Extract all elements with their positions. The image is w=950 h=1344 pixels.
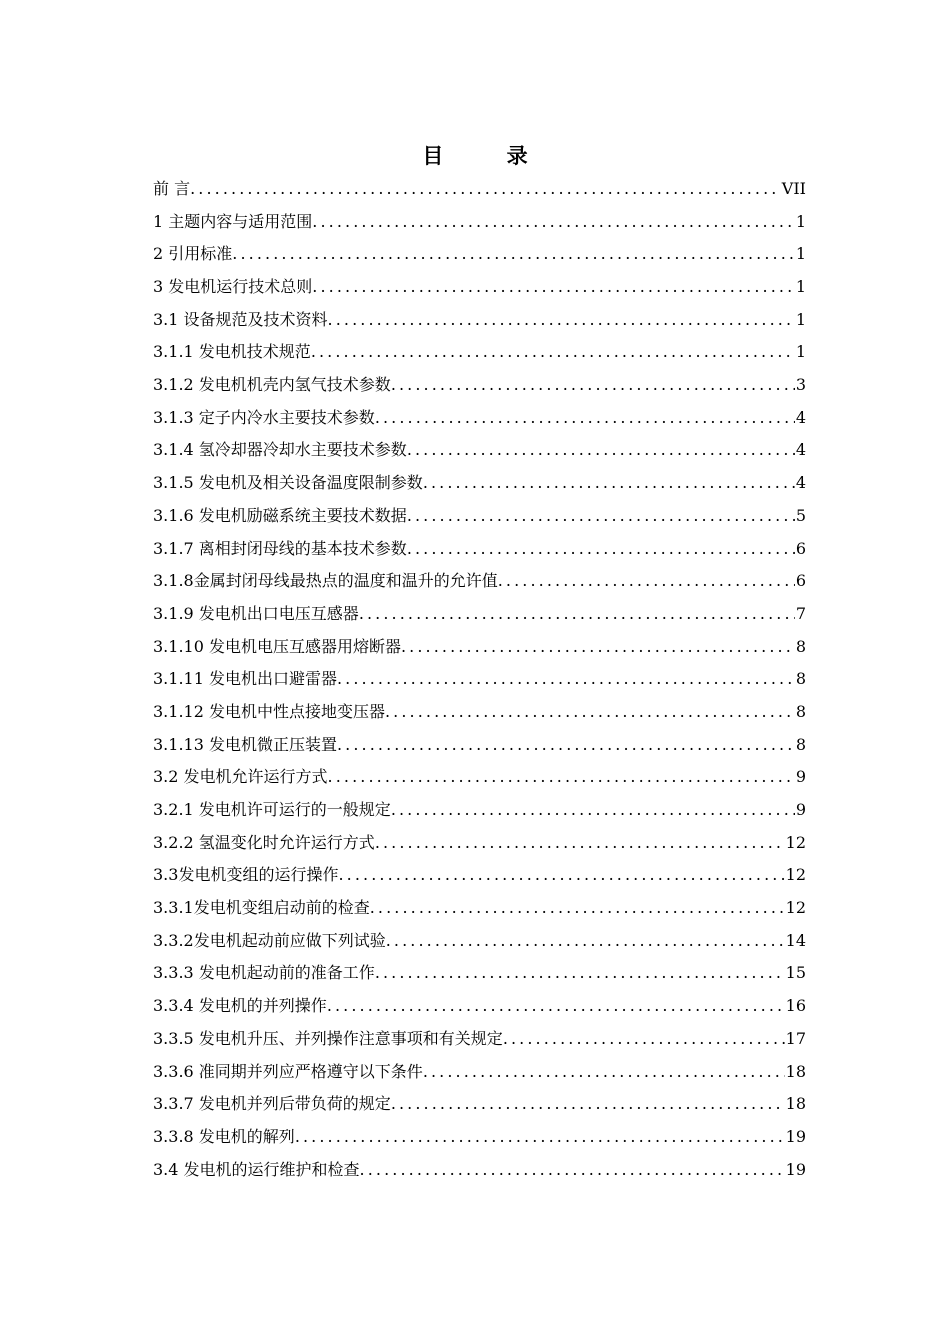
toc-entry-label: 3.3.1发电机变组启动前的检查 — [153, 898, 370, 918]
toc-leader-dots — [391, 369, 795, 402]
toc-leader-dots — [338, 859, 784, 892]
toc-leader-dots — [337, 729, 795, 762]
toc-entry[interactable] — [153, 467, 806, 500]
toc-entry-page: 1 — [795, 244, 806, 264]
toc-entry-label: 3.1.10 发电机电压互感器用熔断器 — [153, 636, 401, 656]
toc-title: 目 录 — [422, 143, 556, 168]
toc-entry[interactable] — [153, 500, 806, 533]
toc-entry[interactable] — [153, 173, 806, 206]
toc-entry-page: 8 — [795, 636, 806, 656]
toc-entry-page: 19 — [785, 1159, 806, 1179]
toc-entry[interactable] — [153, 304, 806, 337]
toc-entry-label: 前 言 — [153, 178, 191, 198]
toc-leader-dots — [328, 761, 795, 794]
toc-entry-page: 1 — [795, 342, 806, 362]
toc-entry[interactable] — [153, 696, 806, 729]
toc-entry-label: 3.1.13 发电机微正压装置 — [153, 734, 337, 754]
toc-entry-label: 3.3.7 发电机并列后带负荷的规定 — [153, 1094, 391, 1114]
toc-entry-page: 9 — [795, 767, 806, 787]
toc-entry[interactable] — [153, 958, 806, 991]
toc-leader-dots — [407, 533, 795, 566]
toc-entry[interactable] — [153, 336, 806, 369]
toc-entry-label: 3.2.2 氢温变化时允许运行方式 — [153, 832, 375, 852]
toc-entry-label: 3.1.5 发电机及相关设备温度限制参数 — [153, 473, 423, 493]
toc-leader-dots — [311, 336, 795, 369]
toc-leader-dots — [407, 500, 795, 533]
toc-entry[interactable] — [153, 533, 806, 566]
toc-entry-label: 1 主题内容与适用范围 — [153, 211, 313, 231]
toc-leader-dots — [328, 304, 795, 337]
toc-entry-label: 3.1.9 发电机出口电压互感器 — [153, 603, 359, 623]
toc-entry-label: 3.1.2 发电机机壳内氢气技术参数 — [153, 375, 391, 395]
toc-leader-dots — [327, 990, 785, 1023]
toc-entry[interactable] — [153, 794, 806, 827]
toc-entry-page: 18 — [785, 1094, 806, 1114]
toc-leader-dots — [190, 173, 781, 206]
toc-leader-dots — [386, 925, 785, 958]
toc-entry-page: 3 — [795, 375, 806, 395]
toc-leader-dots — [423, 1056, 785, 1089]
toc-entry-page: 17 — [785, 1028, 806, 1048]
toc-entry-label: 3.4 发电机的运行维护和检查 — [153, 1159, 360, 1179]
toc-entry[interactable] — [153, 402, 806, 435]
toc-leader-dots — [359, 598, 795, 631]
toc-entry[interactable] — [153, 631, 806, 664]
toc-entry-page: 19 — [785, 1126, 806, 1146]
toc-entry-page: 1 — [795, 277, 806, 297]
toc-entry-label: 3.1.1 发电机技术规范 — [153, 342, 311, 362]
toc-entry-label: 3.1.12 发电机中性点接地变压器 — [153, 701, 385, 721]
toc-entry-page: 4 — [795, 440, 806, 460]
toc-leader-dots — [391, 794, 795, 827]
toc-entry-label: 3.1.11 发电机出口避雷器 — [153, 669, 337, 689]
toc-entry-page: 5 — [795, 505, 806, 525]
toc-entry-page: 6 — [795, 538, 806, 558]
toc-leader-dots — [360, 1154, 785, 1187]
toc-entry[interactable] — [153, 1023, 806, 1056]
toc-entry[interactable] — [153, 271, 806, 304]
toc-leader-dots — [375, 958, 785, 991]
toc-entry[interactable] — [153, 761, 806, 794]
toc-entry[interactable] — [153, 369, 806, 402]
toc-leader-dots — [375, 402, 795, 435]
toc-leader-dots — [401, 631, 795, 664]
toc-entry-page: 6 — [795, 571, 806, 591]
toc-entry-page: VII — [781, 178, 806, 198]
toc-entry-page: 7 — [795, 603, 806, 623]
toc-entry-label: 3.3.4 发电机的并列操作 — [153, 996, 327, 1016]
toc-leader-dots — [498, 565, 795, 598]
toc-entry-label: 3.3.5 发电机升压、并列操作注意事项和有关规定 — [153, 1028, 503, 1048]
toc-entry-label: 3.2 发电机允许运行方式 — [153, 767, 328, 787]
toc-leader-dots — [232, 238, 795, 271]
toc-entry[interactable] — [153, 1088, 806, 1121]
toc-entry-label: 3.1.3 定子内冷水主要技术参数 — [153, 407, 375, 427]
toc-entry[interactable] — [153, 859, 806, 892]
toc-leader-dots — [312, 206, 795, 239]
toc-entry[interactable] — [153, 1121, 806, 1154]
toc-leader-dots — [375, 827, 785, 860]
table-of-contents — [153, 173, 806, 1186]
toc-entry-label: 3.2.1 发电机许可运行的一般规定 — [153, 800, 391, 820]
toc-entry-label: 2 引用标准 — [153, 244, 233, 264]
toc-entry[interactable] — [153, 435, 806, 468]
toc-entry-page: 14 — [785, 930, 806, 950]
toc-entry-page: 1 — [795, 211, 806, 231]
toc-entry-label: 3.1 设备规范及技术资料 — [153, 309, 328, 329]
toc-entry-label: 3 发电机运行技术总则 — [153, 277, 313, 297]
toc-entry[interactable] — [153, 990, 806, 1023]
toc-entry-page: 15 — [785, 963, 806, 983]
toc-entry[interactable] — [153, 238, 806, 271]
toc-entry-page: 12 — [785, 832, 806, 852]
toc-entry[interactable] — [153, 1056, 806, 1089]
toc-entry-label: 3.1.8金属封闭母线最热点的温度和温升的允许值 — [153, 571, 498, 591]
toc-leader-dots — [503, 1023, 785, 1056]
toc-entry[interactable] — [153, 892, 806, 925]
toc-entry-label: 3.3.2发电机起动前应做下列试验 — [153, 930, 386, 950]
toc-entry[interactable] — [153, 206, 806, 239]
toc-entry[interactable] — [153, 663, 806, 696]
toc-entry[interactable] — [153, 827, 806, 860]
toc-entry-page: 8 — [795, 701, 806, 721]
toc-entry[interactable] — [153, 729, 806, 762]
toc-entry-page: 4 — [795, 407, 806, 427]
toc-entry-label: 3.1.4 氢冷却器冷却水主要技术参数 — [153, 440, 407, 460]
toc-entry-page: 8 — [795, 734, 806, 754]
toc-leader-dots — [370, 892, 785, 925]
toc-entry-page: 12 — [785, 865, 806, 885]
toc-leader-dots — [423, 467, 795, 500]
toc-leader-dots — [391, 1088, 785, 1121]
toc-entry-page: 16 — [785, 996, 806, 1016]
toc-entry-label: 3.3发电机变组的运行操作 — [153, 865, 339, 885]
toc-entry-page: 1 — [795, 309, 806, 329]
toc-entry-page: 8 — [795, 669, 806, 689]
toc-entry-page: 9 — [795, 800, 806, 820]
toc-entry-page: 4 — [795, 473, 806, 493]
toc-leader-dots — [312, 271, 795, 304]
toc-leader-dots — [385, 696, 795, 729]
toc-entry[interactable] — [153, 925, 806, 958]
toc-entry-label: 3.3.8 发电机的解列 — [153, 1126, 295, 1146]
toc-entry-label: 3.3.3 发电机起动前的准备工作 — [153, 963, 375, 983]
toc-leader-dots — [407, 435, 795, 468]
toc-leader-dots — [295, 1121, 785, 1154]
toc-leader-dots — [337, 663, 795, 696]
toc-entry[interactable] — [153, 1154, 806, 1187]
toc-entry-label: 3.3.6 准同期并列应严格遵守以下条件 — [153, 1061, 423, 1081]
toc-entry-page: 12 — [785, 898, 806, 918]
toc-entry[interactable] — [153, 565, 806, 598]
toc-entry-label: 3.1.7 离相封闭母线的基本技术参数 — [153, 538, 407, 558]
toc-entry[interactable] — [153, 598, 806, 631]
toc-entry-label: 3.1.6 发电机励磁系统主要技术数据 — [153, 505, 407, 525]
toc-entry-page: 18 — [785, 1061, 806, 1081]
